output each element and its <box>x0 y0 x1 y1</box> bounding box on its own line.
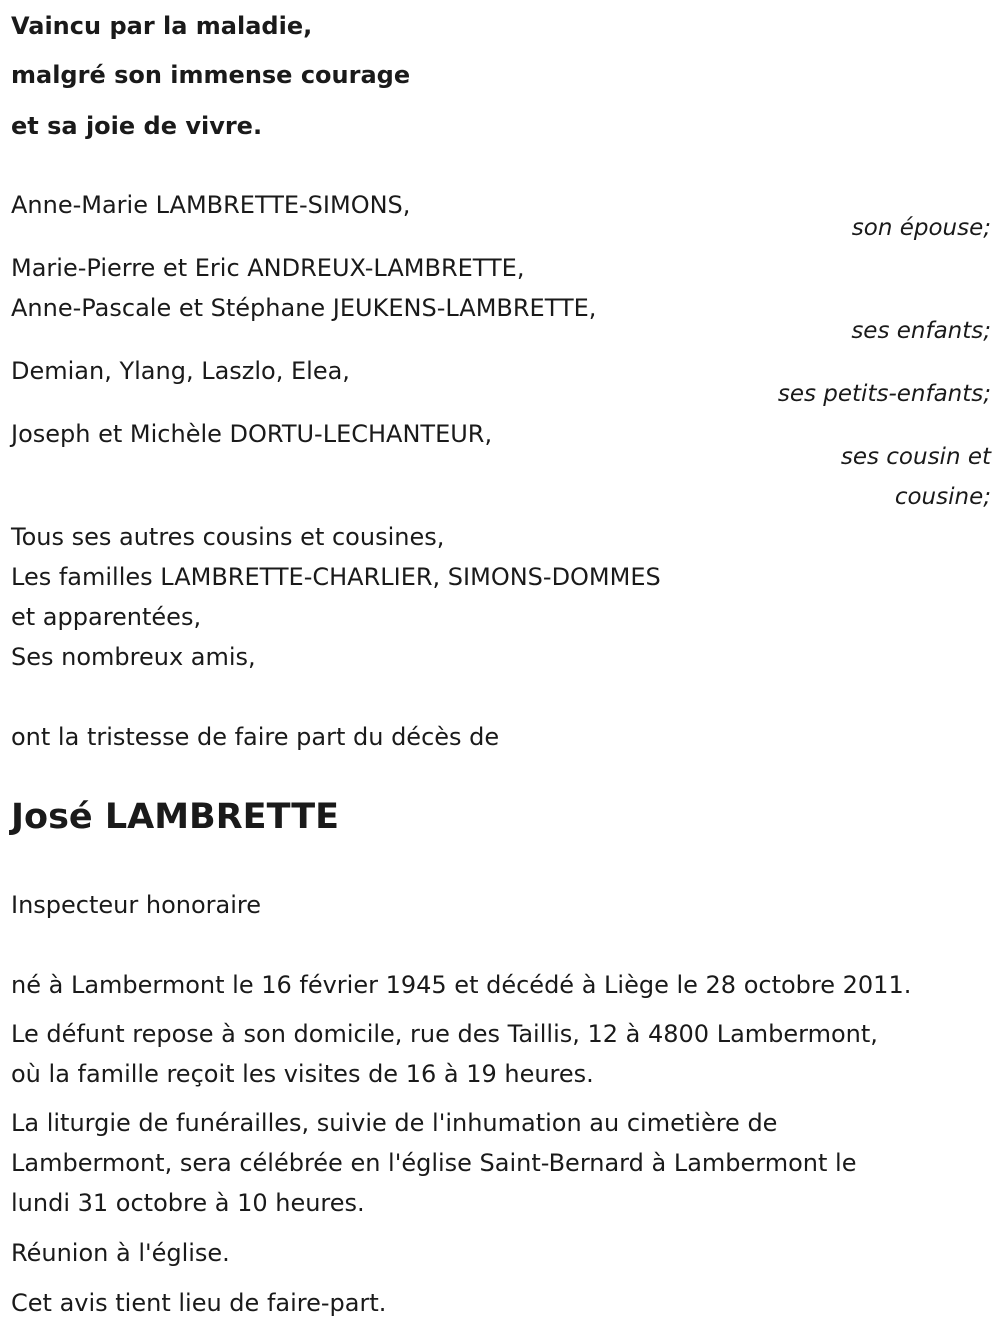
rest-line-2: où la famille reçoit les visites de 16 à 19 heures. <box>11 1060 594 1088</box>
meeting-line: Réunion à l'église. <box>11 1239 230 1267</box>
notice-line: Cet avis tient lieu de faire-part. <box>11 1289 387 1317</box>
cousins-names: Joseph et Michèle DORTU-LECHANTEUR, <box>11 420 493 448</box>
deceased-name: José LAMBRETTE <box>11 797 340 837</box>
others-line-4: Ses nombreux amis, <box>11 643 256 671</box>
announcement-text: ont la tristesse de faire part du décès de <box>11 723 500 751</box>
intro-line-3: et sa joie de vivre. <box>11 112 263 140</box>
grandchildren-role: ses petits-enfants; <box>777 381 991 407</box>
child-name-2: Anne-Pascale et Stéphane JEUKENS-LAMBRETTE, <box>11 294 597 322</box>
child-name-1: Marie-Pierre et Eric ANDREUX-LAMBRETTE, <box>11 254 525 282</box>
spouse-name: Anne-Marie LAMBRETTE-SIMONS, <box>11 191 411 219</box>
spouse-role: son épouse; <box>851 215 991 241</box>
deceased-title: Inspecteur honoraire <box>11 891 262 919</box>
others-line-3: et apparentées, <box>11 603 202 631</box>
grandchildren-names: Demian, Ylang, Laszlo, Elea, <box>11 357 350 385</box>
liturgy-line-3: lundi 31 octobre à 10 heures. <box>11 1189 365 1217</box>
others-line-2: Les familles LAMBRETTE-CHARLIER, SIMONS-DOMMES <box>11 563 661 591</box>
liturgy-line-1: La liturgie de funérailles, suivie de l'inhumation au cimetière de <box>11 1109 778 1137</box>
rest-line-1: Le défunt repose à son domicile, rue des Taillis, 12 à 4800 Lambermont, <box>11 1020 878 1048</box>
children-role: ses enfants; <box>851 318 991 344</box>
intro-line-2: malgré son immense courage <box>11 61 411 89</box>
others-line-1: Tous ses autres cousins et cousines, <box>11 523 445 551</box>
birth-death-line: né à Lambermont le 16 février 1945 et décédé à Liège le 28 octobre 2011. <box>11 971 912 999</box>
cousins-role-line-1: ses cousin et <box>840 444 991 470</box>
liturgy-line-2: Lambermont, sera célébrée en l'église Saint-Bernard à Lambermont le <box>11 1149 857 1177</box>
intro-line-1: Vaincu par la maladie, <box>11 12 313 40</box>
cousins-role-line-2: cousine; <box>894 484 991 510</box>
